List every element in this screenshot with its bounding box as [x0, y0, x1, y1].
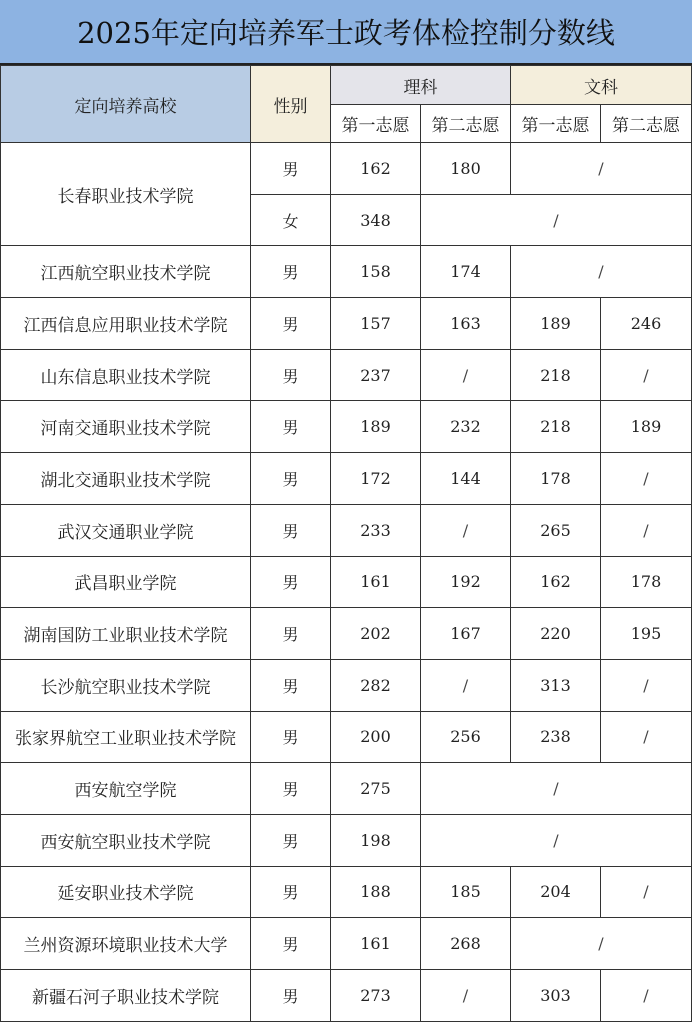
table-row	[1, 298, 692, 350]
gender-cell: 男	[251, 814, 331, 866]
score-cell: /	[421, 504, 511, 556]
gender-cell: 男	[251, 970, 331, 1022]
score-cell: 162	[511, 556, 601, 608]
score-cell: /	[601, 659, 692, 711]
score-cell: 158	[331, 246, 421, 298]
school-name: 西安航空职业技术学院	[1, 814, 251, 866]
gender-cell: 男	[251, 556, 331, 608]
score-cell: 189	[601, 401, 692, 453]
gender-cell: 男	[251, 711, 331, 763]
score-cell: 256	[421, 711, 511, 763]
score-cell: 313	[511, 659, 601, 711]
score-cell: /	[421, 814, 692, 866]
score-cell: 268	[421, 918, 511, 970]
table-body	[1, 143, 692, 1022]
table-row	[1, 763, 692, 815]
table-row	[1, 866, 692, 918]
gender-cell: 男	[251, 918, 331, 970]
table-row	[1, 608, 692, 660]
table-row	[1, 143, 692, 195]
header-arts-second: 第二志愿	[601, 105, 692, 143]
score-cell: 185	[421, 866, 511, 918]
table-row	[1, 401, 692, 453]
page-title: 2025年定向培养军士政考体检控制分数线	[0, 0, 692, 65]
score-cell: 157	[331, 298, 421, 350]
gender-cell: 男	[251, 298, 331, 350]
school-name: 新疆石河子职业技术学院	[1, 970, 251, 1022]
header-science: 理科	[331, 66, 511, 105]
score-cell: 162	[331, 143, 421, 195]
score-cell: 161	[331, 918, 421, 970]
score-cell: 348	[331, 194, 421, 246]
score-cell: 303	[511, 970, 601, 1022]
score-cell: /	[421, 194, 692, 246]
score-cell: 144	[421, 453, 511, 505]
score-cell: 195	[601, 608, 692, 660]
gender-cell: 男	[251, 246, 331, 298]
score-cell: 246	[601, 298, 692, 350]
school-name: 湖北交通职业技术学院	[1, 453, 251, 505]
table-row	[1, 814, 692, 866]
score-cell: /	[421, 763, 692, 815]
school-name: 河南交通职业技术学院	[1, 401, 251, 453]
gender-cell: 男	[251, 349, 331, 401]
score-cell: /	[601, 504, 692, 556]
school-name: 武昌职业学院	[1, 556, 251, 608]
score-cell: /	[601, 866, 692, 918]
school-name: 江西信息应用职业技术学院	[1, 298, 251, 350]
score-cell: 265	[511, 504, 601, 556]
score-cell: 200	[331, 711, 421, 763]
gender-cell: 男	[251, 504, 331, 556]
score-cell: 275	[331, 763, 421, 815]
table-row	[1, 453, 692, 505]
score-cell: 188	[331, 866, 421, 918]
score-cell: 189	[331, 401, 421, 453]
gender-cell: 男	[251, 659, 331, 711]
score-cell: 204	[511, 866, 601, 918]
table-row	[1, 970, 692, 1022]
school-name: 西安航空学院	[1, 763, 251, 815]
score-cell: 167	[421, 608, 511, 660]
score-cell: /	[421, 659, 511, 711]
school-name: 兰州资源环境职业技术大学	[1, 918, 251, 970]
score-cell: 218	[511, 401, 601, 453]
table-row	[1, 246, 692, 298]
score-cell: 238	[511, 711, 601, 763]
gender-cell: 男	[251, 866, 331, 918]
score-cell: /	[421, 970, 511, 1022]
score-cell: 172	[331, 453, 421, 505]
school-name: 山东信息职业技术学院	[1, 349, 251, 401]
table-row	[1, 918, 692, 970]
score-cell: /	[601, 349, 692, 401]
school-name: 长春职业技术学院	[1, 143, 251, 246]
score-cell: 282	[331, 659, 421, 711]
gender-cell: 男	[251, 401, 331, 453]
school-name: 湖南国防工业职业技术学院	[1, 608, 251, 660]
score-table	[0, 65, 692, 1022]
gender-cell: 男	[251, 453, 331, 505]
score-cell: 237	[331, 349, 421, 401]
score-cell: 232	[421, 401, 511, 453]
gender-cell: 女	[251, 194, 331, 246]
table-row	[1, 711, 692, 763]
school-name: 张家界航空工业职业技术学院	[1, 711, 251, 763]
score-cell: 178	[511, 453, 601, 505]
score-cell: 174	[421, 246, 511, 298]
table-row	[1, 349, 692, 401]
header-science-first: 第一志愿	[331, 105, 421, 143]
gender-cell: 男	[251, 763, 331, 815]
score-cell: /	[601, 970, 692, 1022]
score-cell: 192	[421, 556, 511, 608]
table-row	[1, 556, 692, 608]
school-name: 江西航空职业技术学院	[1, 246, 251, 298]
header-school: 定向培养高校	[1, 66, 251, 143]
score-cell: 198	[331, 814, 421, 866]
score-cell: /	[601, 453, 692, 505]
score-cell: /	[421, 349, 511, 401]
score-cell: 161	[331, 556, 421, 608]
score-cell: 202	[331, 608, 421, 660]
score-cell: 273	[331, 970, 421, 1022]
school-name: 长沙航空职业技术学院	[1, 659, 251, 711]
score-cell: 178	[601, 556, 692, 608]
score-cell: 189	[511, 298, 601, 350]
score-cell: 218	[511, 349, 601, 401]
school-name: 延安职业技术学院	[1, 866, 251, 918]
gender-cell: 男	[251, 143, 331, 195]
score-cell: 163	[421, 298, 511, 350]
score-cell: /	[601, 711, 692, 763]
header-arts-first: 第一志愿	[511, 105, 601, 143]
score-cell: /	[511, 918, 692, 970]
score-cell: /	[511, 246, 692, 298]
header-arts: 文科	[511, 66, 692, 105]
table-row	[1, 504, 692, 556]
score-cell: 180	[421, 143, 511, 195]
score-cell: 220	[511, 608, 601, 660]
gender-cell: 男	[251, 608, 331, 660]
table-row	[1, 659, 692, 711]
header-gender: 性别	[251, 66, 331, 143]
score-cell: /	[511, 143, 692, 195]
school-name: 武汉交通职业学院	[1, 504, 251, 556]
score-cell: 233	[331, 504, 421, 556]
header-science-second: 第二志愿	[421, 105, 511, 143]
